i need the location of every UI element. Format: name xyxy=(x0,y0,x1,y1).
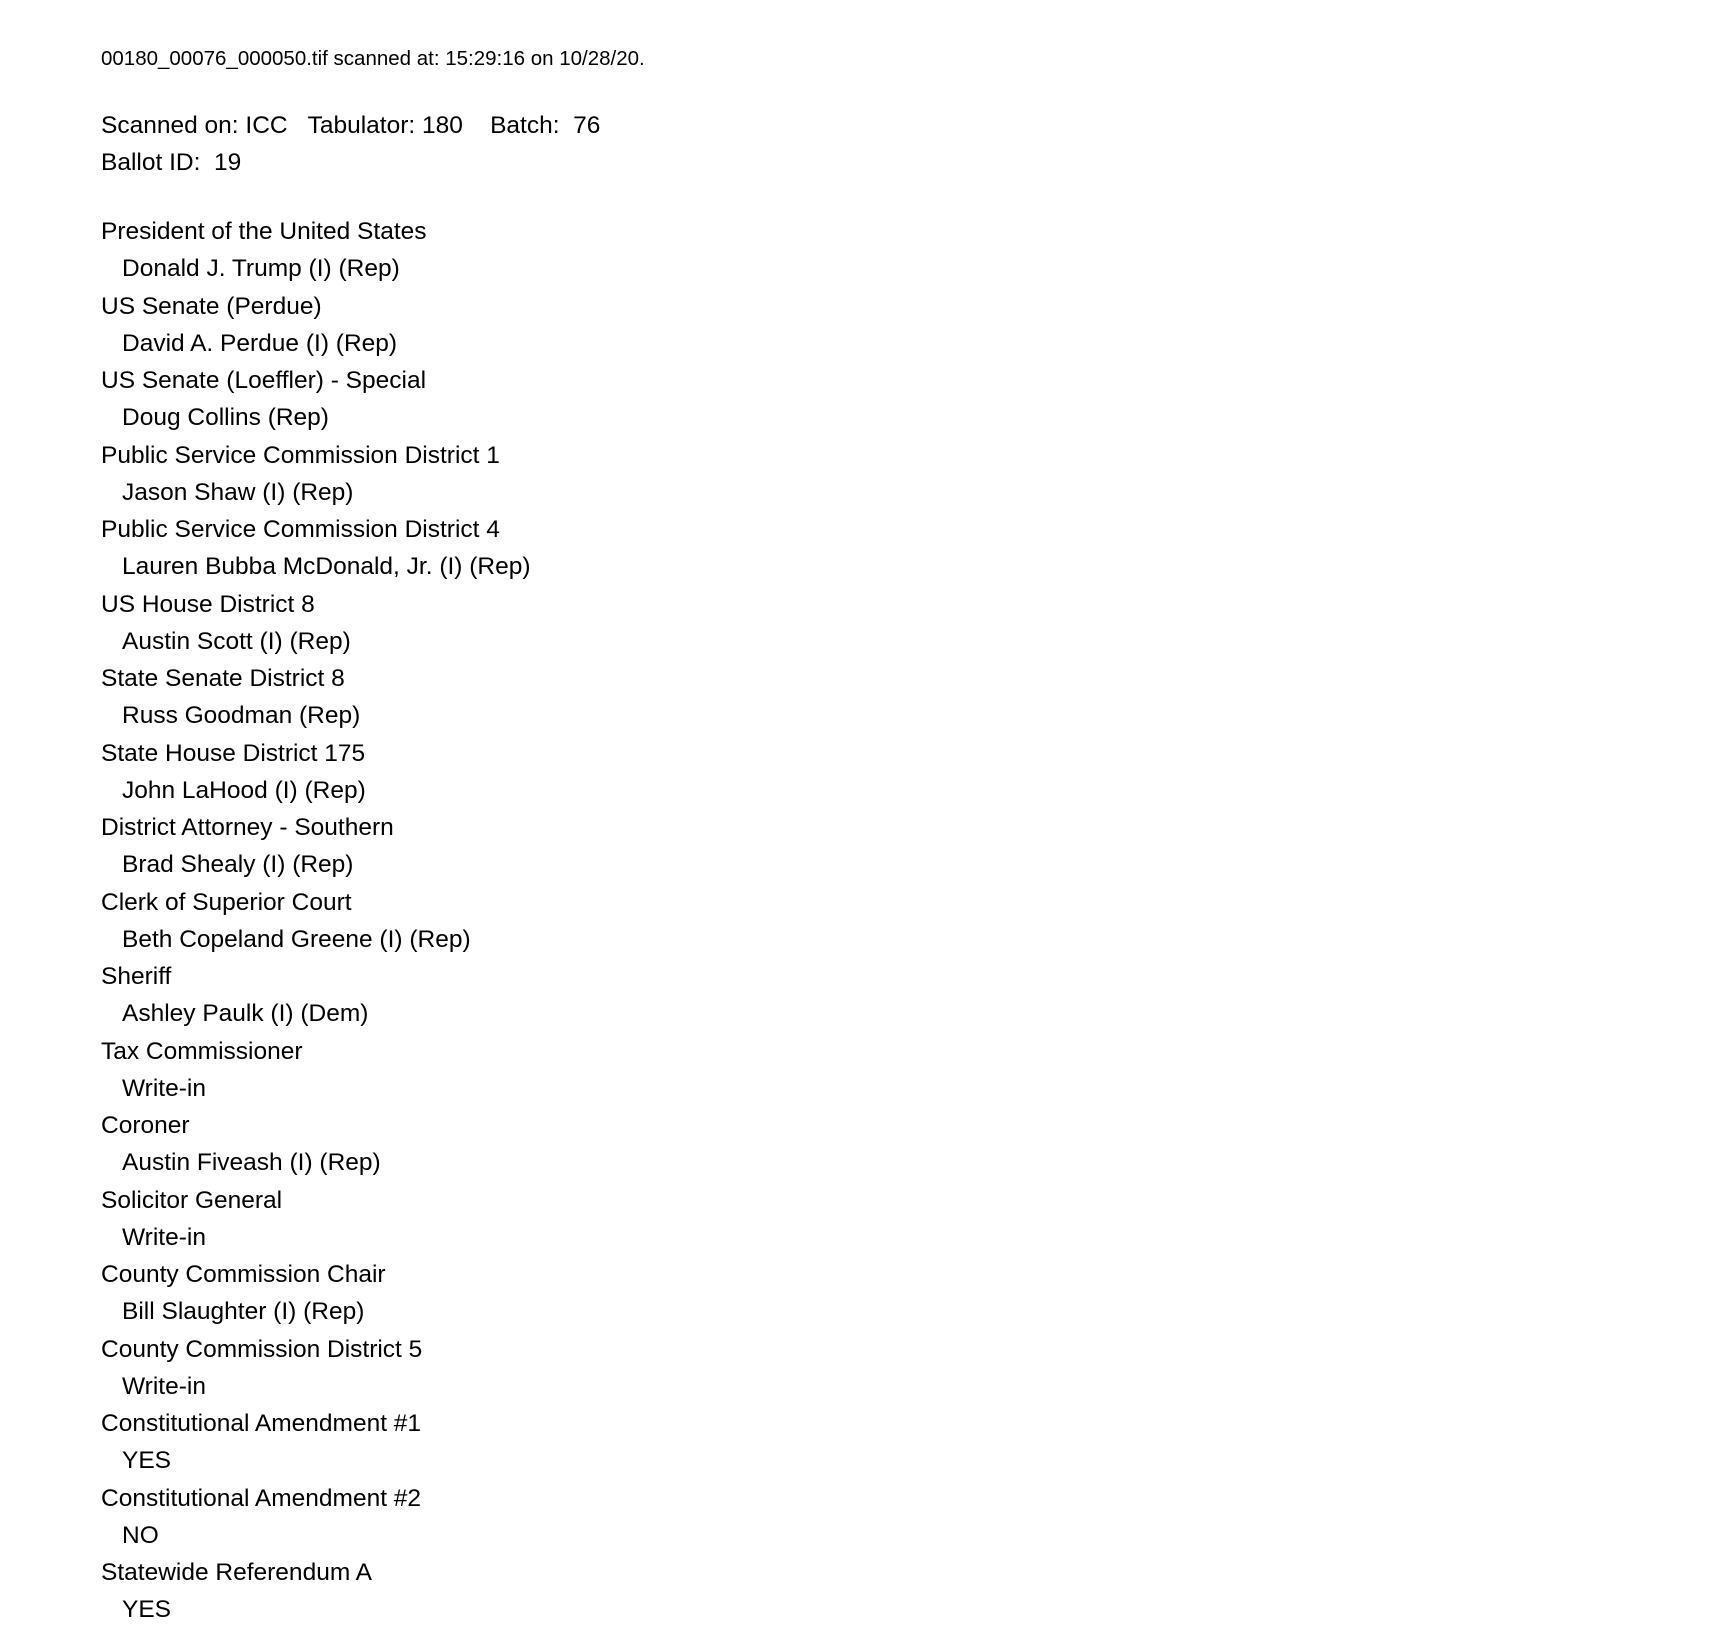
contest-title: US Senate (Loeffler) - Special xyxy=(101,367,427,394)
contest-title: Tax Commissioner xyxy=(101,1037,303,1065)
contest-choice: Write-in xyxy=(122,1074,206,1102)
contest-choice: Donald J. Trump (I) (Rep) xyxy=(122,255,400,283)
contest-choice: Austin Scott (I) (Rep) xyxy=(122,627,351,655)
contest-choice: Lauren Bubba McDonald, Jr. (I) (Rep) xyxy=(122,553,531,581)
contest-title: Coroner xyxy=(101,1112,190,1139)
contest-title: Constitutional Amendment #1 xyxy=(101,1410,422,1437)
contest-title: Public Service Commission District 1 xyxy=(101,441,500,469)
contest-choice: John LaHood (I) (Rep) xyxy=(122,776,366,804)
contest-title: Constitutional Amendment #2 xyxy=(101,1484,422,1512)
contest-choice: Write-in xyxy=(122,1223,206,1251)
contest-title: US House District 8 xyxy=(101,590,315,618)
contest-title: Statewide Referendum A xyxy=(101,1559,373,1586)
contest-choice: Ashley Paulk (I) (Dem) xyxy=(122,1000,369,1028)
contest-choice: Austin Fiveash (I) (Rep) xyxy=(122,1149,381,1177)
contest-list xyxy=(101,213,531,1629)
contest-choice: YES xyxy=(122,1447,172,1475)
contest-title: President of the United States xyxy=(101,218,427,245)
contest-title: District Attorney - Southern xyxy=(101,814,394,841)
contest-choice: NO xyxy=(122,1521,159,1549)
contest-choice: David A. Perdue (I) (Rep) xyxy=(122,329,398,357)
ballot-id-line: Ballot ID: 19 xyxy=(101,149,242,176)
contest-title: Sheriff xyxy=(101,963,172,990)
contest-choice: Russ Goodman (Rep) xyxy=(122,702,361,730)
contest-choice: Beth Copeland Greene (I) (Rep) xyxy=(122,925,471,953)
contest-title: State Senate District 8 xyxy=(101,665,345,692)
contest-choice: YES xyxy=(122,1596,172,1624)
contest-title: Clerk of Superior Court xyxy=(101,888,352,916)
contest-choice: Bill Slaughter (I) (Rep) xyxy=(122,1298,365,1326)
contest-title: State House District 175 xyxy=(101,739,366,767)
contest-title: US Senate (Perdue) xyxy=(101,292,322,320)
contest-choice: Write-in xyxy=(122,1372,206,1400)
contest-title: County Commission Chair xyxy=(101,1261,386,1288)
contest-choice: Jason Shaw (I) (Rep) xyxy=(122,478,354,506)
contest-choice: Brad Shealy (I) (Rep) xyxy=(122,851,354,879)
contest-title: Public Service Commission District 4 xyxy=(101,516,500,543)
scan-info-line: 00180_00076_000050.tif scanned at: 15:29:16 on 10/28/20. xyxy=(101,47,645,70)
scanner-info-line: Scanned on: ICC Tabulator: 180 Batch: 76 xyxy=(101,112,601,139)
contest-title: County Commission District 5 xyxy=(101,1335,423,1363)
contest-choice: Doug Collins (Rep) xyxy=(122,404,329,432)
contest-title: Solicitor General xyxy=(101,1186,283,1214)
